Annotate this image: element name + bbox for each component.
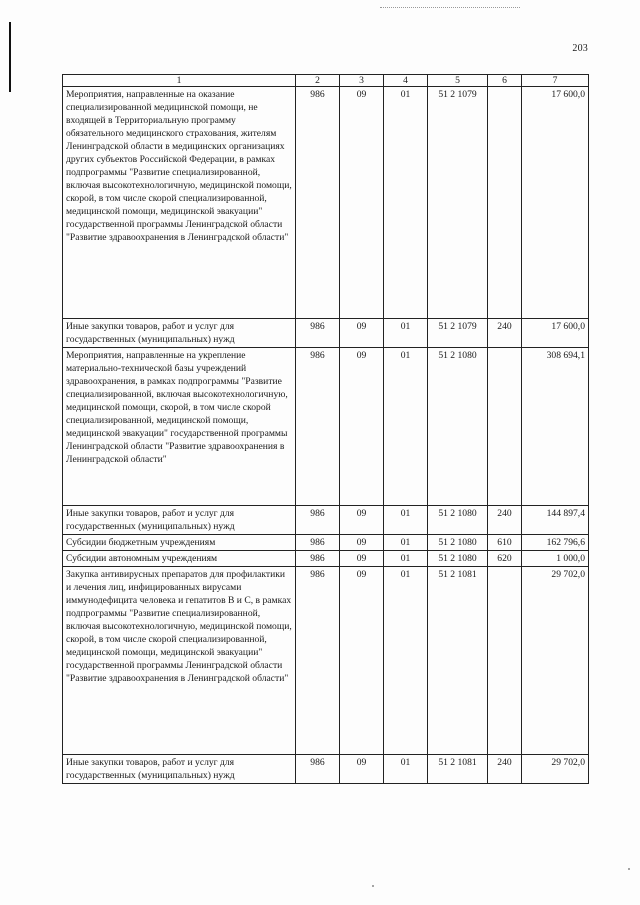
row-name: Субсидии автономным учреждениям (63, 551, 296, 567)
row-amount: 144 897,4 (522, 506, 589, 535)
scan-top-rule (380, 7, 520, 9)
row-admin-code: 986 (296, 567, 340, 755)
row-name: Иные закупки товаров, работ и услуг для государственных (муниципальных) нужд (63, 755, 296, 784)
table-header-row (63, 75, 589, 87)
table-row (63, 567, 589, 755)
header-cell: 1 (63, 75, 296, 87)
row-subsection-code: 01 (384, 348, 428, 506)
row-amount: 1 000,0 (522, 551, 589, 567)
row-subsection-code: 01 (384, 319, 428, 348)
header-cell: 2 (296, 75, 340, 87)
table-row (63, 551, 589, 567)
row-subsection-code: 01 (384, 755, 428, 784)
row-subsection-code: 01 (384, 87, 428, 319)
row-expense-type: 240 (488, 319, 522, 348)
row-expense-type (488, 567, 522, 755)
row-section-code: 09 (340, 535, 384, 551)
row-section-code: 09 (340, 551, 384, 567)
row-target-code: 51 2 1080 (428, 348, 488, 506)
header-cell: 4 (384, 75, 428, 87)
row-admin-code: 986 (296, 87, 340, 319)
row-admin-code: 986 (296, 319, 340, 348)
row-admin-code: 986 (296, 755, 340, 784)
row-expense-type (488, 348, 522, 506)
row-admin-code: 986 (296, 551, 340, 567)
row-section-code: 09 (340, 319, 384, 348)
header-cell: 6 (488, 75, 522, 87)
row-name: Иные закупки товаров, работ и услуг для государственных (муниципальных) нужд (63, 506, 296, 535)
table-row (63, 87, 589, 319)
row-target-code: 51 2 1079 (428, 319, 488, 348)
row-section-code: 09 (340, 87, 384, 319)
row-expense-type: 620 (488, 551, 522, 567)
row-subsection-code: 01 (384, 567, 428, 755)
header-cell: 7 (522, 75, 589, 87)
row-section-code: 09 (340, 348, 384, 506)
row-amount: 17 600,0 (522, 87, 589, 319)
row-name: Иные закупки товаров, работ и услуг для государственных (муниципальных) нужд (63, 319, 296, 348)
scan-speck (628, 868, 630, 870)
row-target-code: 51 2 1080 (428, 535, 488, 551)
row-expense-type: 240 (488, 506, 522, 535)
row-target-code: 51 2 1081 (428, 755, 488, 784)
row-name: Мероприятия, направленные на оказание специализированной медицинской помощи, не входящей в Территориальную программу обязательного медицинского страхования, жителям Ленинградской области в медицинских организациях других субъектов Российской Федерации, в рамках подпрограммы "Развитие специализированной, включая высокотехнологичную, медицинской помощи, скорой, в том числе скорой специализированной, медицинской помощи, медицинской эвакуации" государственной программы Ленинградской области "Развитие здравоохранения в Ленинградской области" (63, 87, 296, 319)
row-target-code: 51 2 1080 (428, 551, 488, 567)
row-name: Мероприятия, направленные на укрепление материально-технической базы учреждений здравоохранения, в рамках подпрограммы "Развитие специализированной, включая высокотехнологичную, медицинской помощи, скорой, в том числе скорой специализированной, медицинской помощи, медицинской эвакуации" государственной программы Ленинградской области "Развитие здравоохранения в Ленинградской области" (63, 348, 296, 506)
row-amount: 29 702,0 (522, 567, 589, 755)
row-amount: 308 694,1 (522, 348, 589, 506)
row-subsection-code: 01 (384, 551, 428, 567)
budget-table (62, 74, 589, 784)
row-target-code: 51 2 1081 (428, 567, 488, 755)
scan-margin-line (9, 22, 11, 92)
row-name: Закупка антивирусных препаратов для профилактики и лечения лиц, инфицированных вирусами иммунодефицита человека и гепатитов В и С, в рамках подпрограммы "Развитие специализированной, включая высокотехнологичную, медицинской помощи, скорой, в том числе скорой специализированной, медицинской помощи, медицинской эвакуации" государственной программы Ленинградской области "Развитие здравоохранения в Ленинградской области" (63, 567, 296, 755)
table-row (63, 755, 589, 784)
row-amount: 17 600,0 (522, 319, 589, 348)
row-admin-code: 986 (296, 348, 340, 506)
scan-speck (372, 885, 374, 887)
row-amount: 162 796,6 (522, 535, 589, 551)
row-section-code: 09 (340, 506, 384, 535)
row-admin-code: 986 (296, 506, 340, 535)
header-cell: 5 (428, 75, 488, 87)
row-name: Субсидии бюджетным учреждениям (63, 535, 296, 551)
row-target-code: 51 2 1080 (428, 506, 488, 535)
row-subsection-code: 01 (384, 535, 428, 551)
table-row (63, 319, 589, 348)
row-expense-type: 610 (488, 535, 522, 551)
row-subsection-code: 01 (384, 506, 428, 535)
row-expense-type: 240 (488, 755, 522, 784)
table-row (63, 506, 589, 535)
row-target-code: 51 2 1079 (428, 87, 488, 319)
table-row (63, 535, 589, 551)
row-admin-code: 986 (296, 535, 340, 551)
row-expense-type (488, 87, 522, 319)
table-row (63, 348, 589, 506)
page-number: 203 (572, 43, 588, 54)
row-amount: 29 702,0 (522, 755, 589, 784)
row-section-code: 09 (340, 755, 384, 784)
header-cell: 3 (340, 75, 384, 87)
row-section-code: 09 (340, 567, 384, 755)
